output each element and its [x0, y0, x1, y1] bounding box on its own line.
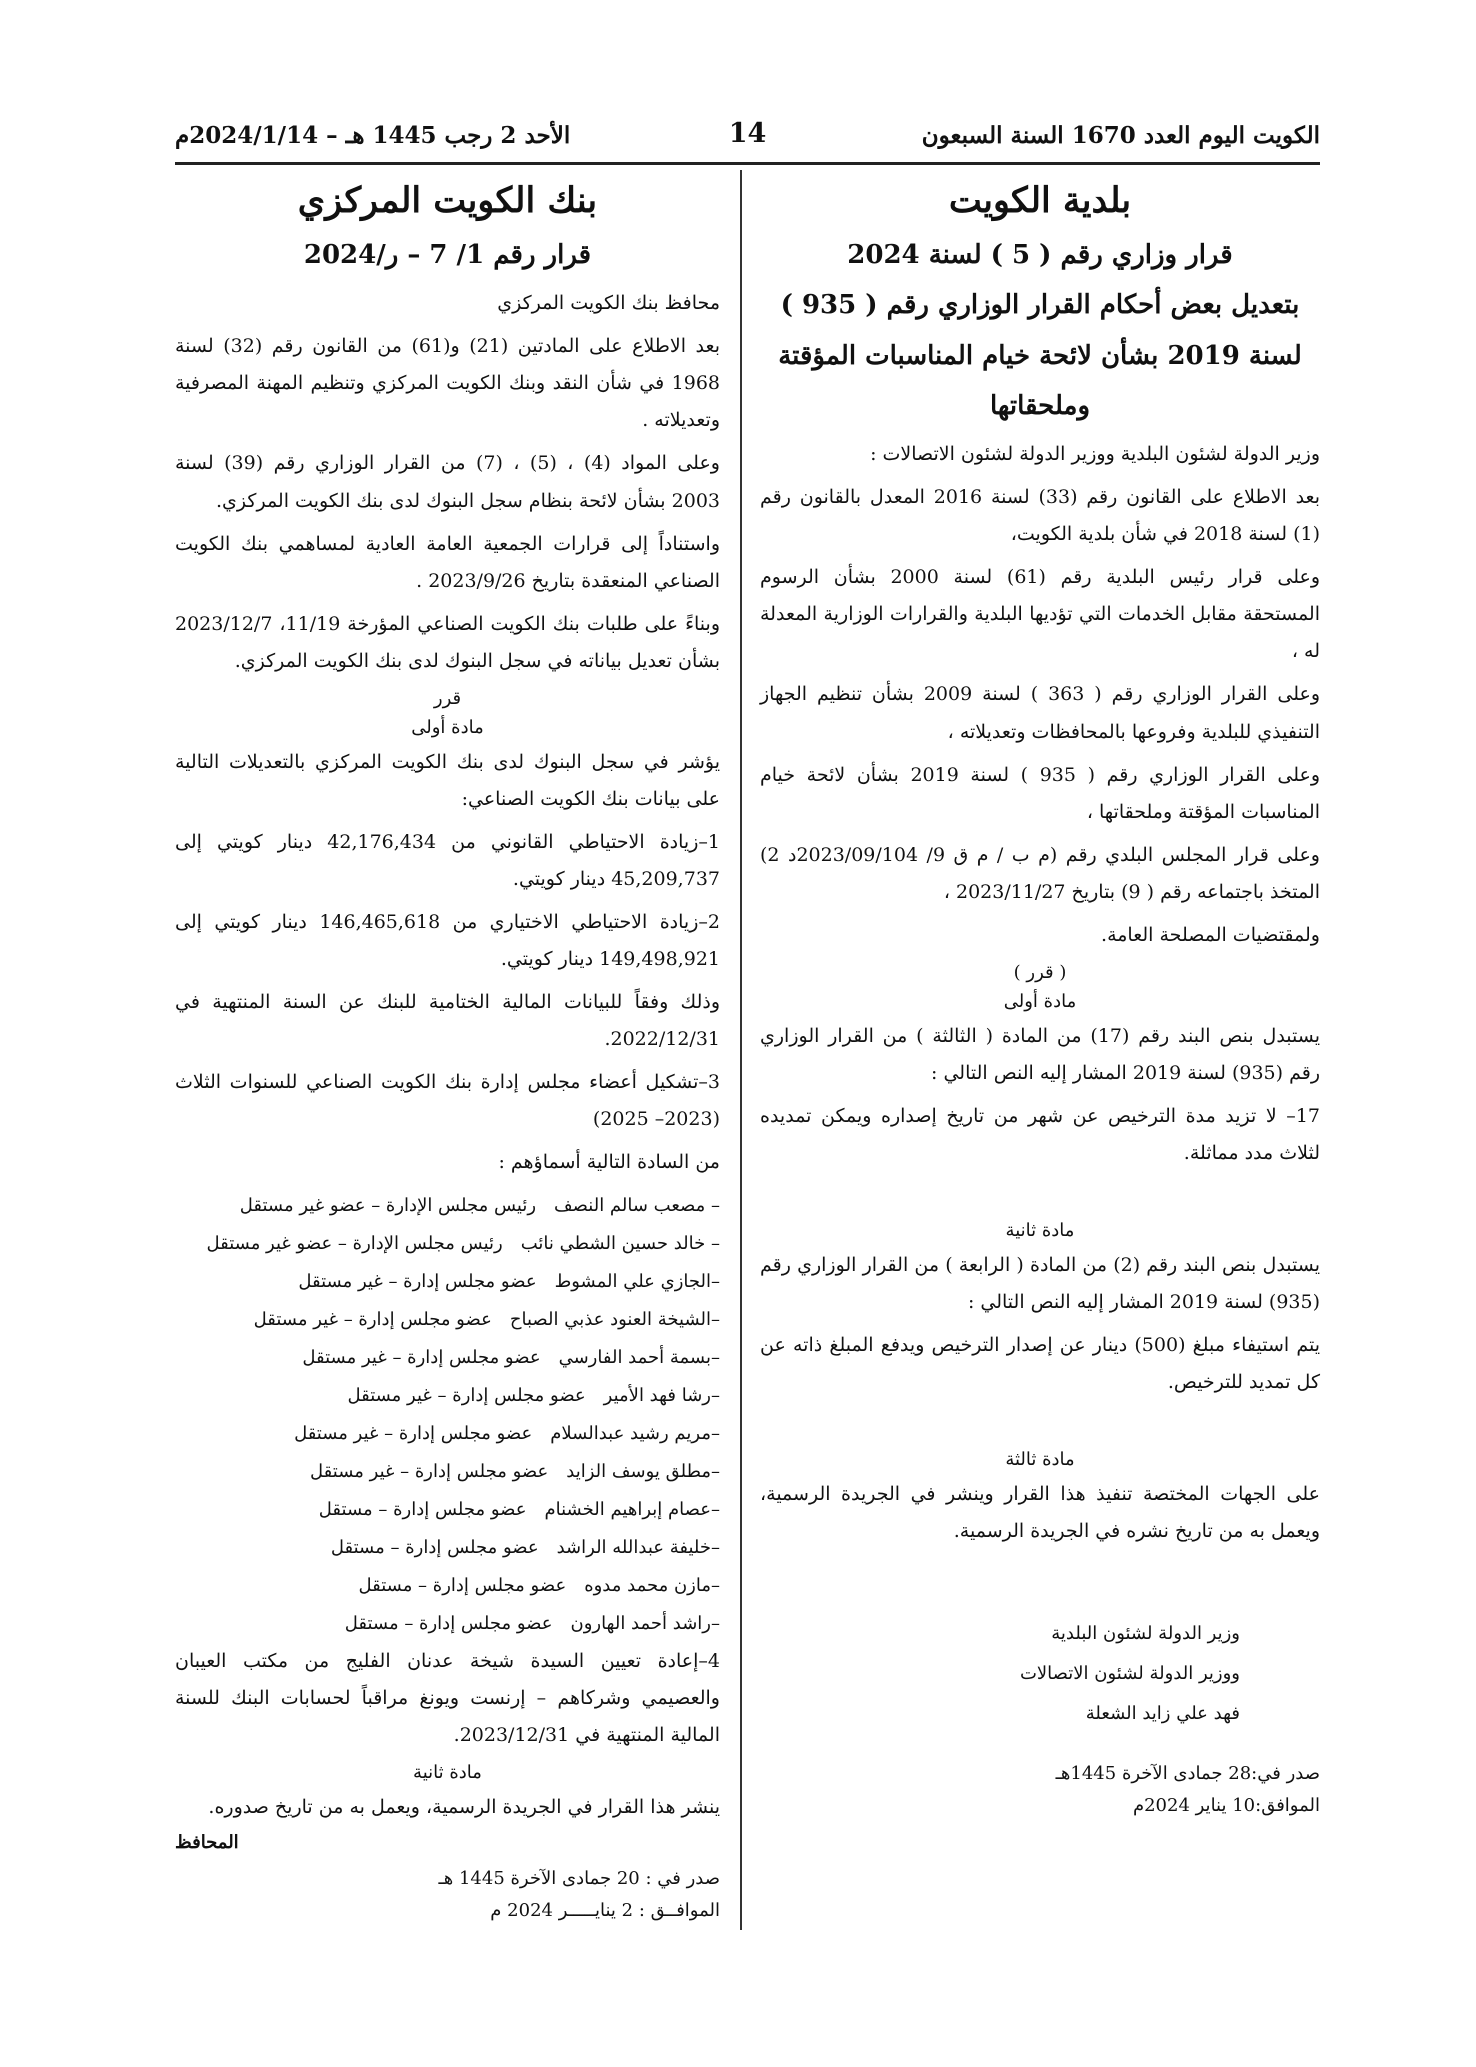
- recital: واستناداً إلى قرارات الجمعية العامة العادية لمساهمي بنك الكويت الصناعي المنعقدة بتاريخ 2023/9/26 .: [175, 532, 720, 592]
- preamble: وزير الدولة لشئون البلدية ووزير الدولة لشئون الاتصالات :: [870, 443, 1320, 466]
- board-member-row: [175, 1263, 720, 1301]
- article-2-text: يستبدل بنص البند رقم (2) من المادة ( الرابعة ) من القرار الوزاري رقم (935) لسنة 2019 المشار إليه النص التالي :: [760, 1253, 1320, 1314]
- signatory-name: فهد علي زايد الشعلة: [1085, 1703, 1240, 1725]
- decree-subject-1: بتعديل بعض أحكام القرار الوزاري رقم ( 935 ): [780, 290, 1300, 321]
- member-role: عضو مجلس إدارة – مستقل: [344, 1613, 553, 1635]
- member-role: عضو مجلس إدارة – مستقل: [318, 1499, 527, 1521]
- member-name: –خليفة عبدالله الراشد: [556, 1537, 720, 1559]
- article-3-title: مادة ثالثة: [1005, 1449, 1075, 1471]
- issued-date: صدر في : 20 جمادى الآخرة 1445 هـ: [438, 1868, 720, 1890]
- central-bank-decree: [175, 180, 720, 1927]
- member-name: – خالد حسين الشطي نائب: [520, 1233, 720, 1255]
- member-role: عضو مجلس إدارة – غير مستقل: [310, 1461, 549, 1483]
- member-name: –بسمة أحمد الفارسي: [558, 1347, 720, 1369]
- issue-date: الأحد 2 رجب 1445 هـ – 2024/1/14م: [175, 122, 571, 149]
- board-member-row: [175, 1301, 720, 1339]
- member-name: –الجازي علي المشوط: [554, 1271, 720, 1293]
- recital: وعلى القرار الوزاري رقم ( 363 ) لسنة 2009 بشأن تنظيم الجهاز التنفيذي للبلدية وفروعها بالمحافظات وتعديلاته ،: [760, 683, 1321, 743]
- decree-subject-3: وملحقاتها: [989, 390, 1091, 421]
- org-title: بنك الكويت المركزي: [297, 180, 598, 221]
- article-2-title: مادة ثانية: [413, 1762, 482, 1784]
- decided-heading: قرر: [433, 687, 462, 709]
- board-member-row: [175, 1453, 720, 1491]
- board-member-row: [175, 1225, 720, 1263]
- recital: وعلى المواد (4) ، (5) ، (7) من القرار الوزاري رقم (39) لسنة 2003 بشأن لائحة بنظام سجل البنوك لدى بنك الكويت المركزي.: [175, 452, 720, 512]
- issue-date-block: [760, 1758, 1320, 1822]
- members-intro: من السادة التالية أسماؤهم :: [498, 1151, 720, 1174]
- board-member-row: [175, 1605, 720, 1643]
- member-role: عضو مجلس إدارة – مستقل: [330, 1537, 539, 1559]
- board-member-row: [175, 1567, 720, 1605]
- member-role: عضو مجلس إدارة – مستقل: [358, 1575, 567, 1597]
- member-name: –مطلق يوسف الزايد: [566, 1461, 720, 1483]
- member-role: عضو مجلس إدارة – غير مستقل: [302, 1347, 541, 1369]
- signature-line: ووزير الدولة لشئون الاتصالات: [1019, 1663, 1240, 1685]
- article-1-title: مادة أولى: [1003, 990, 1077, 1012]
- decree-number: قرار رقم 1/ 7 – ر/2024: [303, 240, 592, 270]
- amendment-item: 1–زيادة الاحتياطي القانوني من 42,176,434 دينار كويتي إلى 45,209,737 دينار كويتي.: [175, 830, 720, 890]
- issued-date: صدر في:28 جمادى الآخرة 1445هـ: [1055, 1763, 1320, 1785]
- corresponding-date: الموافق:10 يناير 2024م: [1132, 1795, 1320, 1817]
- page-number: 14: [728, 118, 767, 149]
- amendment-item: 3–تشكيل أعضاء مجلس إدارة بنك الكويت الصناعي للسنوات الثلاث (2023– 2025): [175, 1071, 720, 1131]
- member-role: عضو مجلس إدارة – غير مستقل: [253, 1309, 492, 1331]
- member-name: –مريم رشيد عبدالسلام: [550, 1423, 720, 1445]
- amendment-note: وذلك وفقاً للبيانات المالية الختامية للبنك عن السنة المنتهية في 2022/12/31.: [175, 991, 720, 1051]
- article-2-title: مادة ثانية: [1005, 1219, 1075, 1241]
- page-header: [175, 118, 1320, 158]
- member-name: –مازن محمد مدوه: [584, 1575, 720, 1597]
- org-title: بلدية الكويت: [948, 180, 1132, 221]
- amendment-item: 2–زيادة الاحتياطي الاختياري من 146,465,618 دينار كويتي إلى 149,498,921 دينار كويتي.: [175, 910, 720, 970]
- corresponding-date: الموافــق : 2 ينايـــــر 2024 م: [490, 1900, 720, 1922]
- board-member-row: [175, 1529, 720, 1567]
- article-3-text: على الجهات المختصة تنفيذ هذا القرار وينشر في الجريدة الرسمية، ويعمل به من تاريخ نشره في الجريدة الرسمية.: [760, 1483, 1320, 1543]
- recital: ولمقتضيات المصلحة العامة.: [1101, 923, 1320, 946]
- article-1-item: 17– لا تزيد مدة الترخيص عن شهر من تاريخ إصداره ويمكن تمديده لثلاث مدد مماثلة.: [760, 1104, 1320, 1164]
- column-divider: [740, 170, 742, 1930]
- recital: وعلى القرار الوزاري رقم ( 935 ) لسنة 2019 بشأن لائحة خيام المناسبات المؤقتة وملحقاتها ،: [760, 763, 1320, 823]
- board-member-row: [175, 1339, 720, 1377]
- recital: وبناءً على طلبات بنك الكويت الصناعي المؤرخة 11/19، 2023/12/7 بشأن تعديل بياناته في سجل البنوك لدى بنك الكويت المركزي.: [175, 612, 720, 672]
- member-name: –راشد أحمد الهارون: [570, 1613, 720, 1635]
- member-role: عضو مجلس إدارة – غير مستقل: [347, 1385, 586, 1407]
- signature-block: [760, 1614, 1240, 1734]
- board-member-row: [175, 1415, 720, 1453]
- decree-number: قرار وزاري رقم ( 5 ) لسنة 2024: [847, 240, 1233, 270]
- governor-signature: المحافظ: [175, 1832, 239, 1854]
- board-member-row: [175, 1491, 720, 1529]
- amendment-item: 4–إعادة تعيين السيدة شيخة عدنان الفليج من مكتب العيبان والعصيمي وشركاهم – إرنست ويونغ مراقباً لحسابات البنك للسنة المالية المنتهية في 2023/12/31.: [175, 1650, 720, 1747]
- member-role: عضو مجلس إدارة – غير مستقل: [294, 1423, 533, 1445]
- member-name: – مصعب سالم النصف: [554, 1195, 720, 1217]
- decree-subject-2: لسنة 2019 بشأن لائحة خيام المناسبات المؤقتة: [778, 340, 1302, 371]
- board-members-list: [175, 1187, 720, 1643]
- signature-line: وزير الدولة لشئون البلدية: [1051, 1623, 1240, 1645]
- header-rule: [175, 162, 1320, 165]
- member-name: –رشا فهد الأمير: [603, 1385, 720, 1407]
- member-role: عضو مجلس إدارة – غير مستقل: [298, 1271, 537, 1293]
- preamble: محافظ بنك الكويت المركزي: [497, 292, 720, 315]
- member-name: –الشيخة العنود عذبي الصباح: [509, 1309, 720, 1331]
- member-role: رئيس مجلس الإدارة – عضو غير مستقل: [239, 1195, 537, 1217]
- issue-date-block: [175, 1863, 720, 1927]
- recital: وعلى قرار المجلس البلدي رقم (م ب / م ق 9/ 2023/09/104د 2) المتخذ باجتماعه رقم ( 9) بتاريخ 2023/11/27 ،: [760, 843, 1320, 903]
- article-2-item: يتم استيفاء مبلغ (500) دينار عن إصدار الترخيص ويدفع المبلغ ذاته عن كل تمديد للترخيص.: [760, 1334, 1320, 1394]
- member-role: رئيس مجلس الإدارة – عضو غير مستقل: [206, 1233, 503, 1255]
- article-2-text: ينشر هذا القرار في الجريدة الرسمية، ويعمل به من تاريخ صدوره.: [208, 1796, 720, 1819]
- article-1-text: يؤشر في سجل البنوك لدى بنك الكويت المركزي بالتعديلات التالية على بيانات بنك الكويت الصناعي:: [175, 750, 720, 810]
- article-1-text: يستبدل بنص البند رقم (17) من المادة ( الثالثة ) من القرار الوزاري رقم (935) لسنة 2019 المشار إليه النص التالي :: [760, 1024, 1320, 1084]
- decided-heading: ( قرر ): [1013, 961, 1067, 983]
- gazette-issue: الكويت اليوم العدد 1670 السنة السبعون: [921, 122, 1320, 149]
- recital: بعد الاطلاع على القانون رقم (33) لسنة 2016 المعدل بالقانون رقم (1) لسنة 2018 في شأن بلدية الكويت،: [760, 486, 1321, 546]
- board-member-row: [175, 1377, 720, 1415]
- member-name: –عصام إبراهيم الخشنام: [544, 1499, 720, 1521]
- recital: بعد الاطلاع على المادتين (21) و(61) من القانون رقم (32) لسنة 1968 في شأن النقد وبنك الكويت المركزي وتنظيم المهنة المصرفية وتعديلاته .: [175, 335, 720, 432]
- board-member-row: [175, 1187, 720, 1225]
- recital: وعلى قرار رئيس البلدية رقم (61) لسنة 2000 بشأن الرسوم المستحقة مقابل الخدمات التي تؤديها البلدية والقرارات الوزارية المعدلة له ،: [760, 566, 1320, 663]
- article-1-title: مادة أولى: [411, 716, 484, 738]
- municipality-decree: [760, 180, 1320, 1822]
